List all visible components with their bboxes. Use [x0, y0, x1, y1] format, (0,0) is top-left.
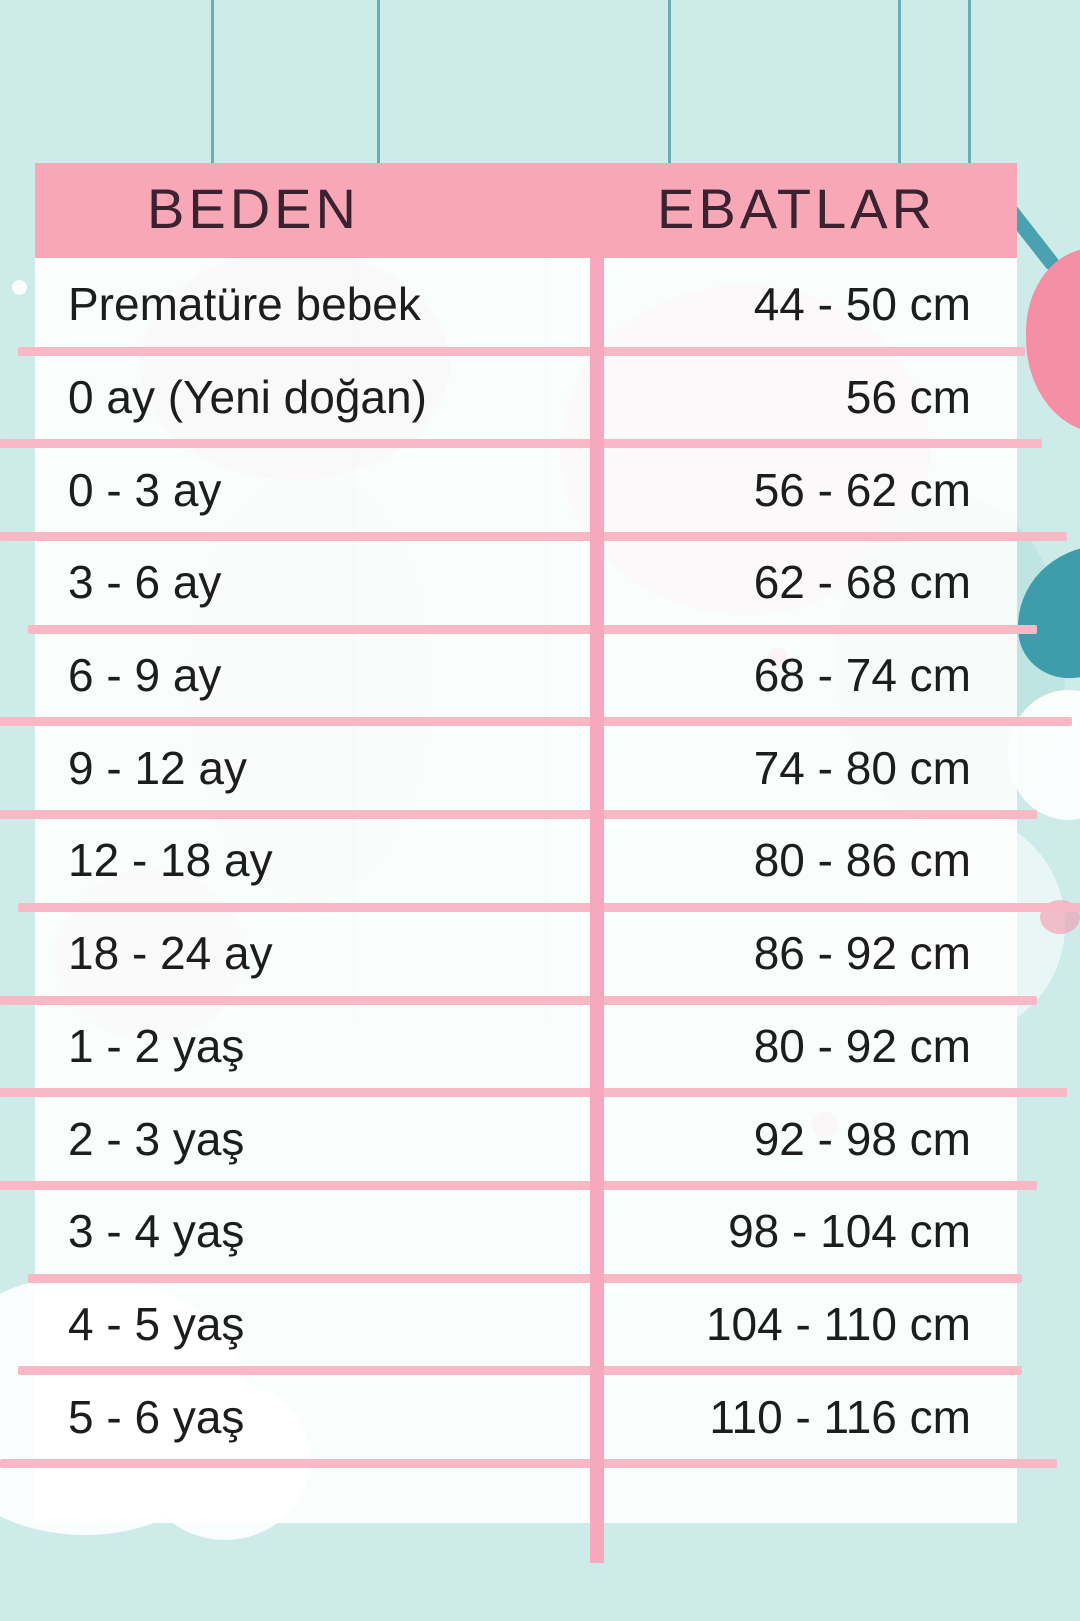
- cell-beden: 1 - 2 yaş: [68, 1019, 245, 1072]
- table-row: [35, 258, 1017, 351]
- cell-ebat: 98 - 104 cm: [728, 1205, 971, 1258]
- cell-ebat: 80 - 92 cm: [753, 1019, 971, 1072]
- table-row: [35, 907, 1017, 1000]
- cell-ebat: 74 - 80 cm: [753, 741, 971, 794]
- cell-beden: 3 - 6 ay: [68, 556, 222, 609]
- cell-beden: 6 - 9 ay: [68, 649, 222, 702]
- table-row: [35, 629, 1017, 722]
- cell-ebat: 110 - 116 cm: [709, 1390, 971, 1443]
- cell-beden: 0 ay (Yeni doğan): [68, 371, 427, 424]
- hanging-string-icon: [898, 0, 901, 164]
- table-row: [35, 1278, 1017, 1371]
- cell-beden: 0 - 3 ay: [68, 463, 222, 516]
- cell-beden: 3 - 4 yaş: [68, 1205, 245, 1258]
- table-row: [35, 721, 1017, 814]
- pink-bib-decoration: [1026, 248, 1080, 433]
- cell-ebat: 56 - 62 cm: [753, 463, 971, 516]
- cell-beden: Prematüre bebek: [68, 278, 421, 331]
- table-row: [35, 1370, 1017, 1463]
- table-row: [35, 443, 1017, 536]
- table-row: [35, 1092, 1017, 1185]
- hanging-string-icon: [968, 0, 971, 164]
- cell-ebat: 104 - 110 cm: [705, 1297, 971, 1350]
- hanging-string-icon: [668, 0, 671, 164]
- table-row: [35, 814, 1017, 907]
- table-row: [35, 536, 1017, 629]
- cell-beden: 12 - 18 ay: [68, 834, 273, 887]
- cell-ebat: 86 - 92 cm: [753, 927, 971, 980]
- cell-ebat: 80 - 86 cm: [753, 834, 971, 887]
- cell-beden: 18 - 24 ay: [68, 927, 273, 980]
- cell-beden: 5 - 6 yaş: [68, 1390, 245, 1443]
- cell-beden: 9 - 12 ay: [68, 741, 247, 794]
- table-row: [35, 351, 1017, 444]
- hanging-string-icon: [377, 0, 380, 164]
- cell-ebat: 44 - 50 cm: [753, 278, 971, 331]
- cell-ebat: 92 - 98 cm: [753, 1112, 971, 1165]
- cell-beden: 4 - 5 yaş: [68, 1297, 245, 1350]
- table-row: [35, 1185, 1017, 1278]
- hanging-string-icon: [211, 0, 214, 164]
- cell-ebat: 62 - 68 cm: [753, 556, 971, 609]
- cell-ebat: 68 - 74 cm: [753, 649, 971, 702]
- cell-ebat: 56 cm: [845, 371, 971, 424]
- table-header: [35, 163, 1017, 258]
- cell-beden: 2 - 3 yaş: [68, 1112, 245, 1165]
- table-row: [35, 1000, 1017, 1093]
- header-col-beden: BEDEN: [147, 176, 360, 240]
- white-dot-decoration: [12, 280, 27, 295]
- header-col-ebatlar: EBATLAR: [657, 176, 937, 240]
